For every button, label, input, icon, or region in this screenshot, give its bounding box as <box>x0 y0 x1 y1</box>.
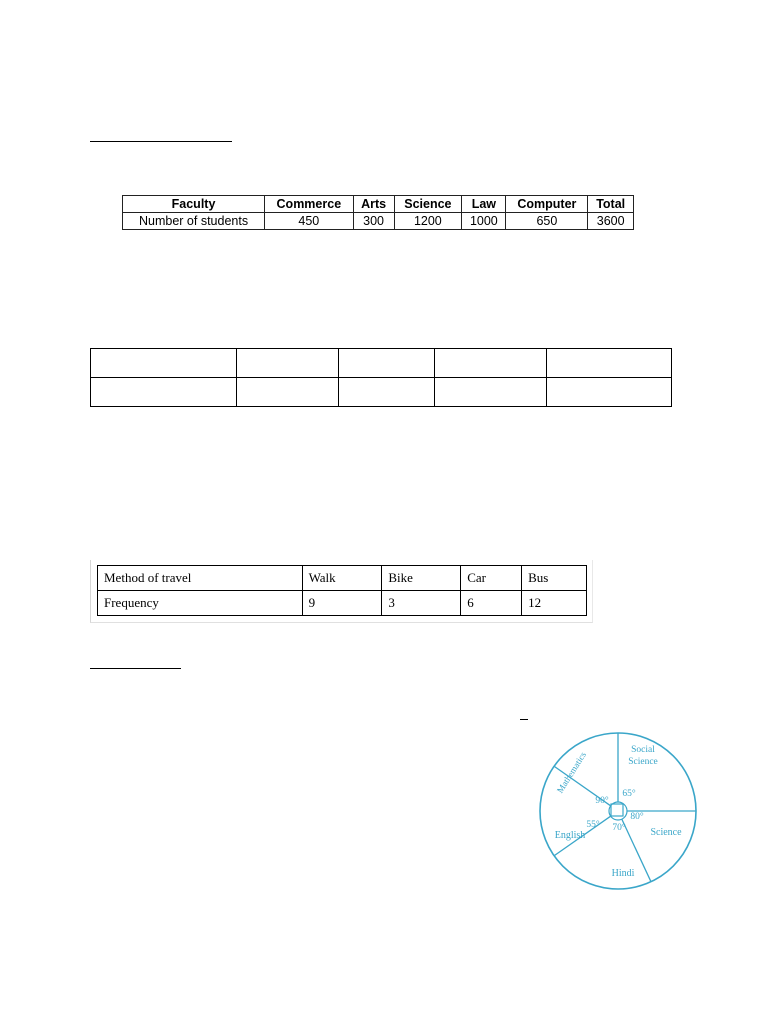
table-cell: 3 <box>382 591 461 616</box>
pie-center-ring <box>609 802 627 820</box>
table-cell: Frequency <box>98 591 303 616</box>
table-cell: Walk <box>302 566 382 591</box>
blank-cell <box>547 378 672 407</box>
table-cell: 450 <box>265 213 354 230</box>
blank-cell <box>91 378 237 407</box>
travel-method-table <box>97 565 587 616</box>
header-cell: Commerce <box>265 196 354 213</box>
table-cell: 3600 <box>588 213 634 230</box>
blank-cell <box>338 378 435 407</box>
travel-table-frame <box>90 560 593 623</box>
angle-label-80: 80° <box>630 812 644 822</box>
underline-mark <box>520 719 528 720</box>
table-row <box>98 591 587 616</box>
slice-label-hindi: Hindi <box>611 868 635 879</box>
table-header-row <box>123 196 634 213</box>
table-cell: Method of travel <box>98 566 303 591</box>
blank-table <box>90 348 672 407</box>
table-cell: 12 <box>522 591 587 616</box>
table-cell: Number of students <box>123 213 265 230</box>
header-cell: Science <box>394 196 462 213</box>
table-cell: 6 <box>461 591 522 616</box>
table-cell: 1200 <box>394 213 462 230</box>
angle-label-90: 90° <box>595 796 609 806</box>
table-row <box>98 566 587 591</box>
table-cell: 650 <box>506 213 588 230</box>
table-cell: Bike <box>382 566 461 591</box>
table-cell: 9 <box>302 591 382 616</box>
table-row <box>91 378 672 407</box>
underline-heading-1 <box>90 141 232 142</box>
blank-cell <box>547 349 672 378</box>
table-cell: 1000 <box>462 213 506 230</box>
slice-label-science: Science <box>650 827 682 838</box>
slice-label-english: English <box>554 830 586 841</box>
header-cell: Total <box>588 196 634 213</box>
table-row <box>91 349 672 378</box>
header-cell: Computer <box>506 196 588 213</box>
table-cell: Bus <box>522 566 587 591</box>
blank-cell <box>91 349 237 378</box>
slice-label-mathematics: Mathematics <box>554 750 589 795</box>
right-angle-marker <box>611 804 623 816</box>
blank-cell <box>338 349 435 378</box>
blank-cell <box>435 349 547 378</box>
header-cell: Law <box>462 196 506 213</box>
table-row <box>123 213 634 230</box>
subject-pie-chart <box>538 726 698 896</box>
table-cell: 300 <box>353 213 394 230</box>
blank-cell <box>236 378 338 407</box>
angle-label-65: 65° <box>622 789 636 799</box>
underline-heading-2 <box>90 668 181 669</box>
faculty-students-table <box>122 195 634 230</box>
blank-cell <box>236 349 338 378</box>
angle-label-55: 55° <box>586 820 600 830</box>
angle-label-70: 70° <box>612 823 626 833</box>
blank-cell <box>435 378 547 407</box>
header-cell: Arts <box>353 196 394 213</box>
header-cell: Faculty <box>123 196 265 213</box>
slice-label-social-science: Social Science <box>628 745 658 767</box>
table-cell: Car <box>461 566 522 591</box>
